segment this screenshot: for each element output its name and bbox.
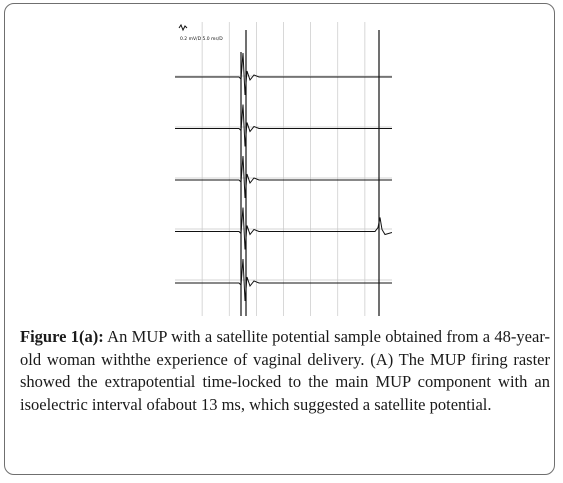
scale-marker-icon: [179, 25, 187, 30]
grid-lines: [175, 22, 392, 316]
mup-raster-figure: [175, 22, 392, 316]
mup-raster-plot: [175, 22, 392, 316]
time-cursors: [241, 30, 379, 316]
figure-caption: [20, 326, 550, 416]
gain-sweep-label: 0.2 mV/D 5.0 ms/D: [180, 37, 223, 42]
caption-label: Figure 1(a):: [20, 327, 104, 346]
figure-box: [4, 3, 555, 475]
caption-text: An MUP with a satellite potential sample obtained from a 48-year-old woman withthe experience of vaginal delivery. (A) The MUP firing raster showed the extrapotential time-locked to the main MUP component with an isoelectric interval ofabout 13 ms, which suggested a satellite potential.: [20, 327, 550, 414]
